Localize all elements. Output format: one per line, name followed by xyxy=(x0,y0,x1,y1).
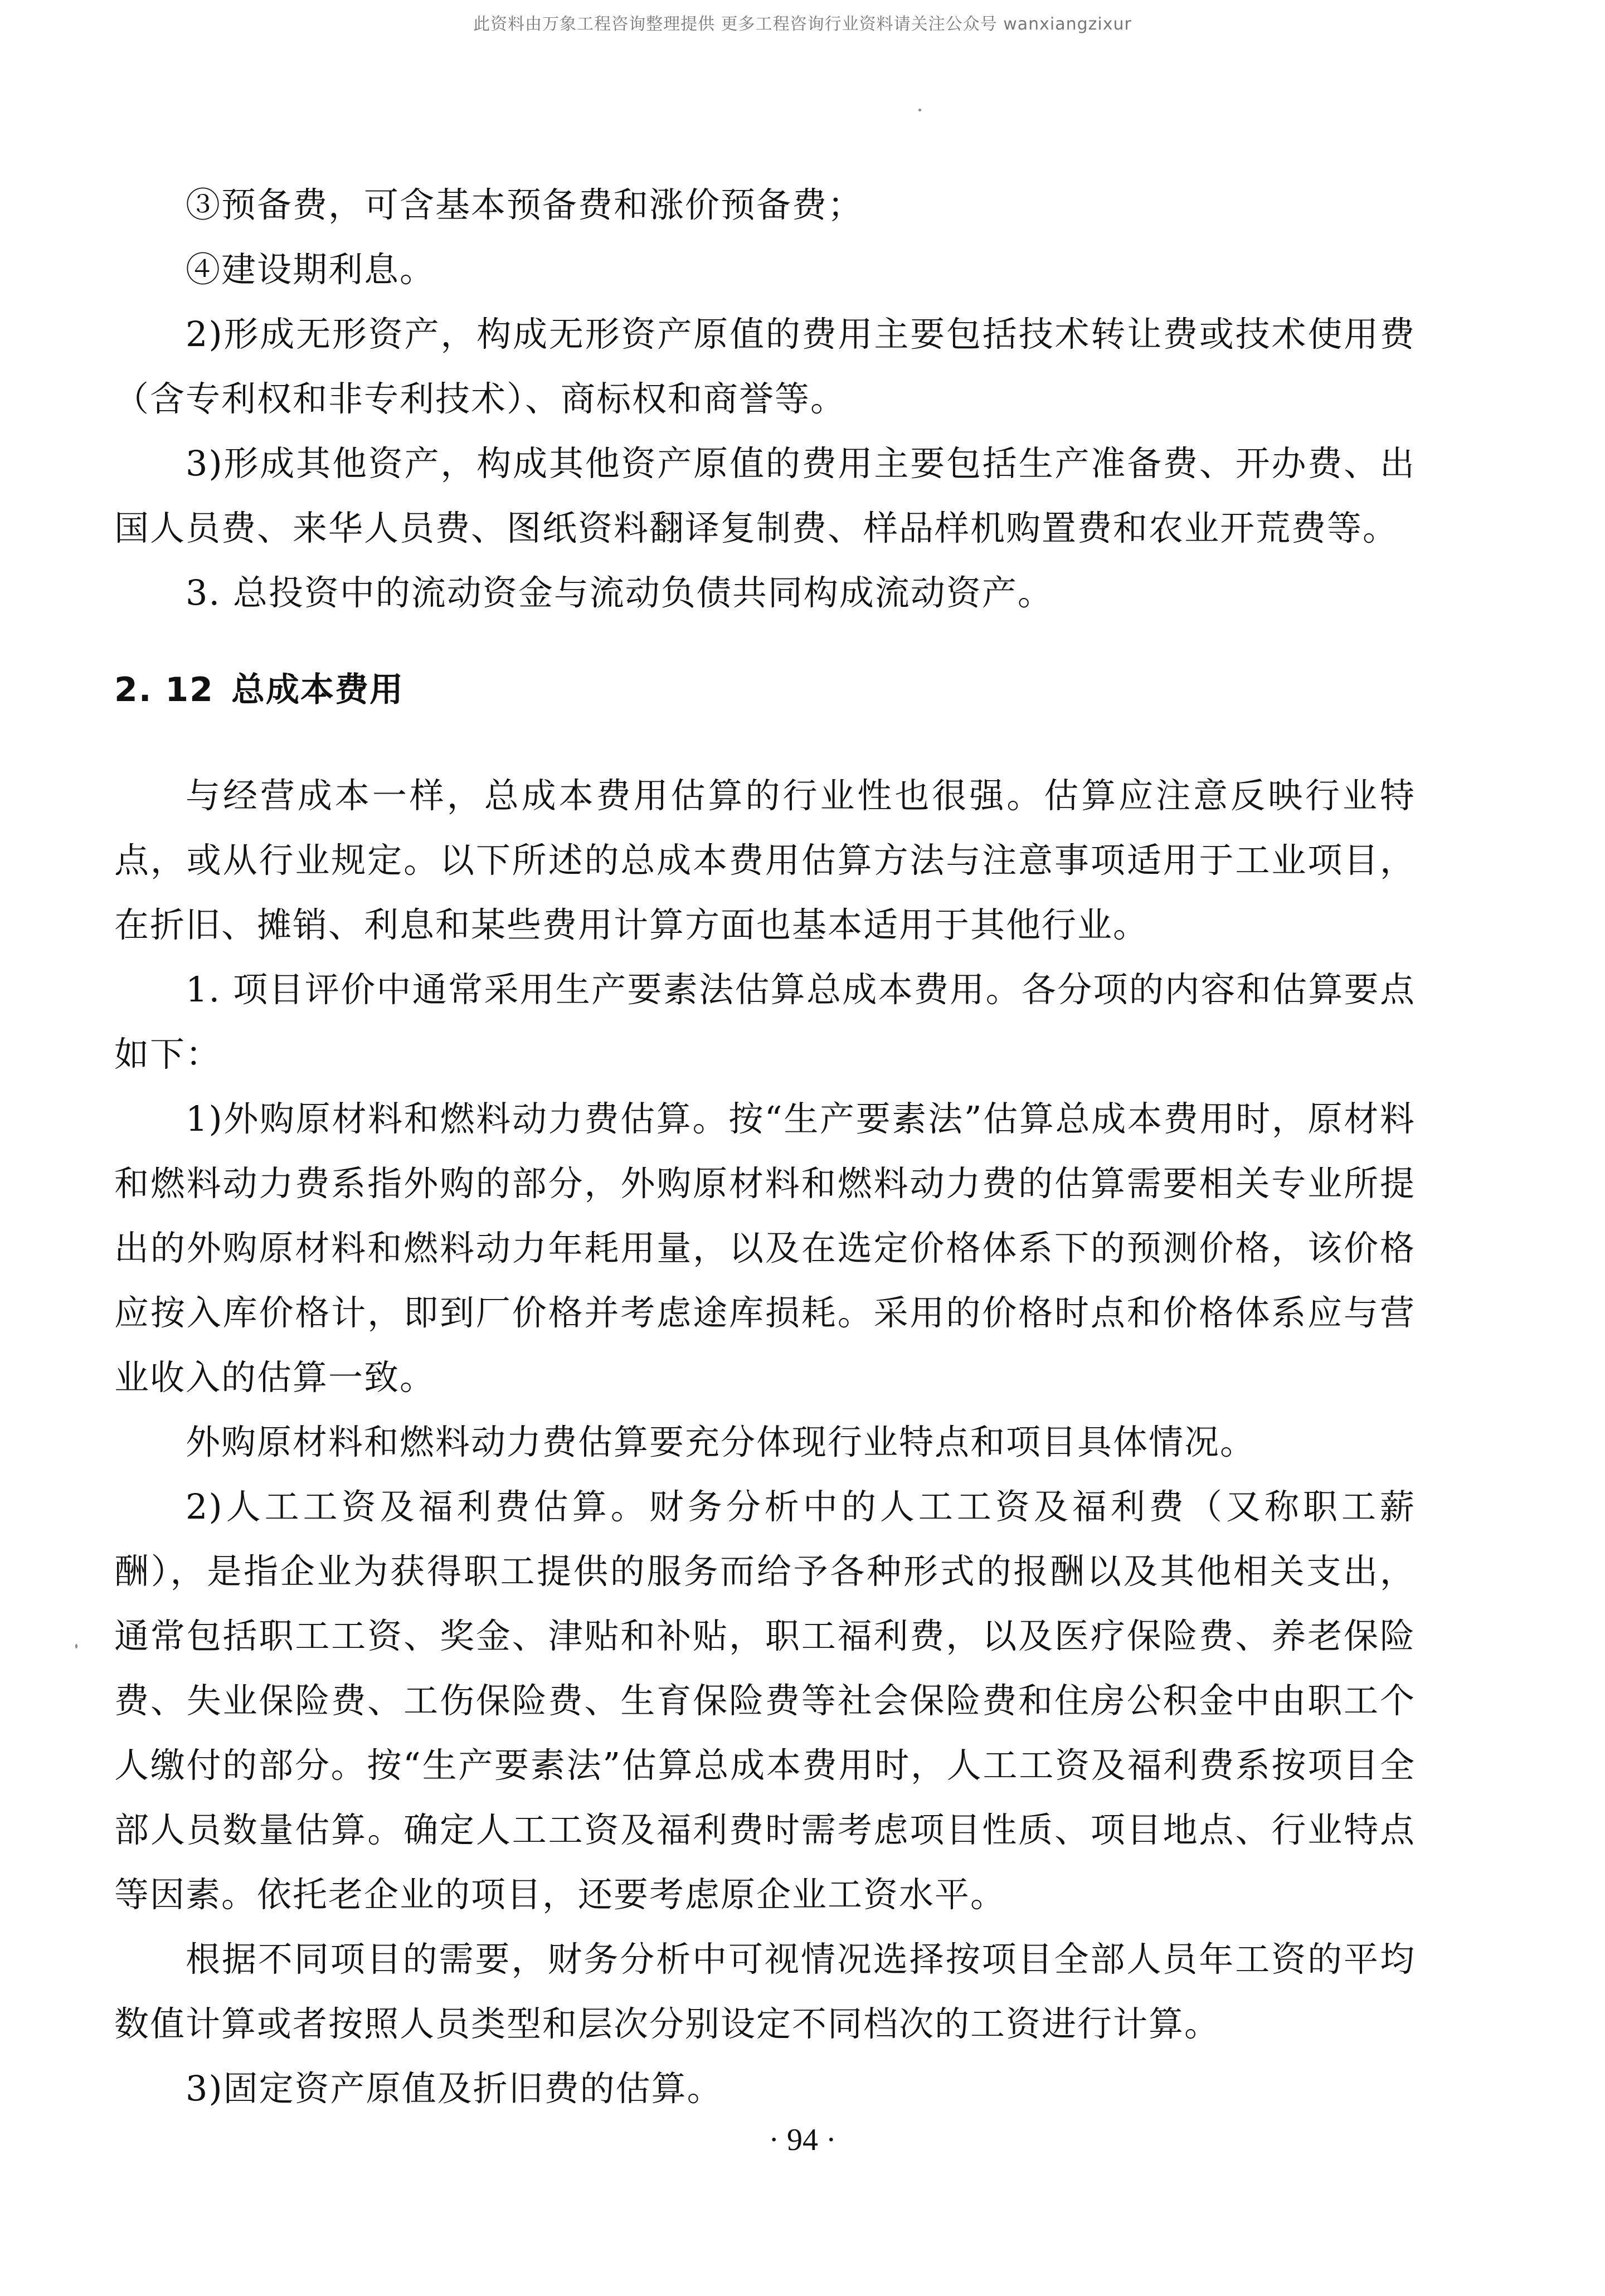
section-heading xyxy=(114,658,1416,722)
paragraph-intro: 与经营成本一样，总成本费用估算的行业性也很强。估算应注意反映行业特点，或从行业规定。以下所述的总成本费用估算方法与注意事项适用于工业项目，在折旧、摊销、利息和某些费用计算方面也基本适用于其他行业。 xyxy=(114,775,1416,945)
section-title: 总成本费用 xyxy=(231,670,404,709)
page-body xyxy=(114,173,1416,2121)
section-number: 2. 12 xyxy=(114,670,214,709)
scan-speck xyxy=(75,1644,77,1648)
paragraph-interest: ④建设期利息。 xyxy=(186,249,436,290)
paragraph-method: 1. 项目评价中通常采用生产要素法估算总成本费用。各分项的内容和估算要点如下： xyxy=(114,969,1416,1074)
watermark-header: 此资料由万象工程咨询整理提供 更多工程咨询行业资料请关注公众号 wanxiangzixur xyxy=(473,14,1132,34)
paragraph-depreciation: 3)固定资产原值及折旧费的估算。 xyxy=(186,2068,723,2109)
paragraph-raw-materials: 1)外购原材料和燃料动力费估算。按“生产要素法”估算总成本费用时，原材料和燃料动力费系指外购的部分，外购原材料和燃料动力费的估算需要相关专业所提出的外购原材料和燃料动力年耗用量，以及在选定价格体系下的预测价格，该价格应按入库价格计，即到厂价格并考虑途库损耗。采用的价格时点和价格体系应与营业收入的估算一致。 xyxy=(114,1098,1416,1398)
paragraph-intangible-assets: 2)形成无形资产，构成无形资产原值的费用主要包括技术转让费或技术使用费（含专利权和非专利技术）、商标权和商誉等。 xyxy=(114,314,1416,419)
scan-speck xyxy=(918,109,921,111)
paragraph-other-assets: 3)形成其他资产，构成其他资产原值的费用主要包括生产准备费、开办费、出国人员费、来华人员费、图纸资料翻译复制费、样品样机购置费和农业开荒费等。 xyxy=(114,443,1416,548)
paragraph-current-assets: 3. 总投资中的流动资金与流动负债共同构成流动资产。 xyxy=(186,572,1053,613)
paragraph-reserve-fee: ③预备费，可含基本预备费和涨价预备费； xyxy=(186,184,864,225)
paragraph-wages-note: 根据不同项目的需要，财务分析中可视情况选择按项目全部人员年工资的平均数值计算或者按照人员类型和层次分别设定不同档次的工资进行计算。 xyxy=(114,1939,1416,2044)
paragraph-wages: 2)人工工资及福利费估算。财务分析中的人工工资及福利费（又称职工薪酬），是指企业为获得职工提供的服务而给予各种形式的报酬以及其他相关支出，通常包括职工工资、奖金、津贴和补贴，职工福利费，以及医疗保险费、养老保险费、失业保险费、工伤保险费、生育保险费等社会保险费和住房公积金中由职工个人缴付的部分。按“生产要素法”估算总成本费用时，人工工资及福利费系按项目全部人员数量估算。确定人工工资及福利费时需考虑项目性质、项目地点、行业特点等因素。依托老企业的项目，还要考虑原企业工资水平。 xyxy=(114,1486,1416,1915)
paragraph-raw-materials-note: 外购原材料和燃料动力费估算要充分体现行业特点和项目具体情况。 xyxy=(186,1422,1256,1462)
page-number: · 94 · xyxy=(769,2123,836,2157)
